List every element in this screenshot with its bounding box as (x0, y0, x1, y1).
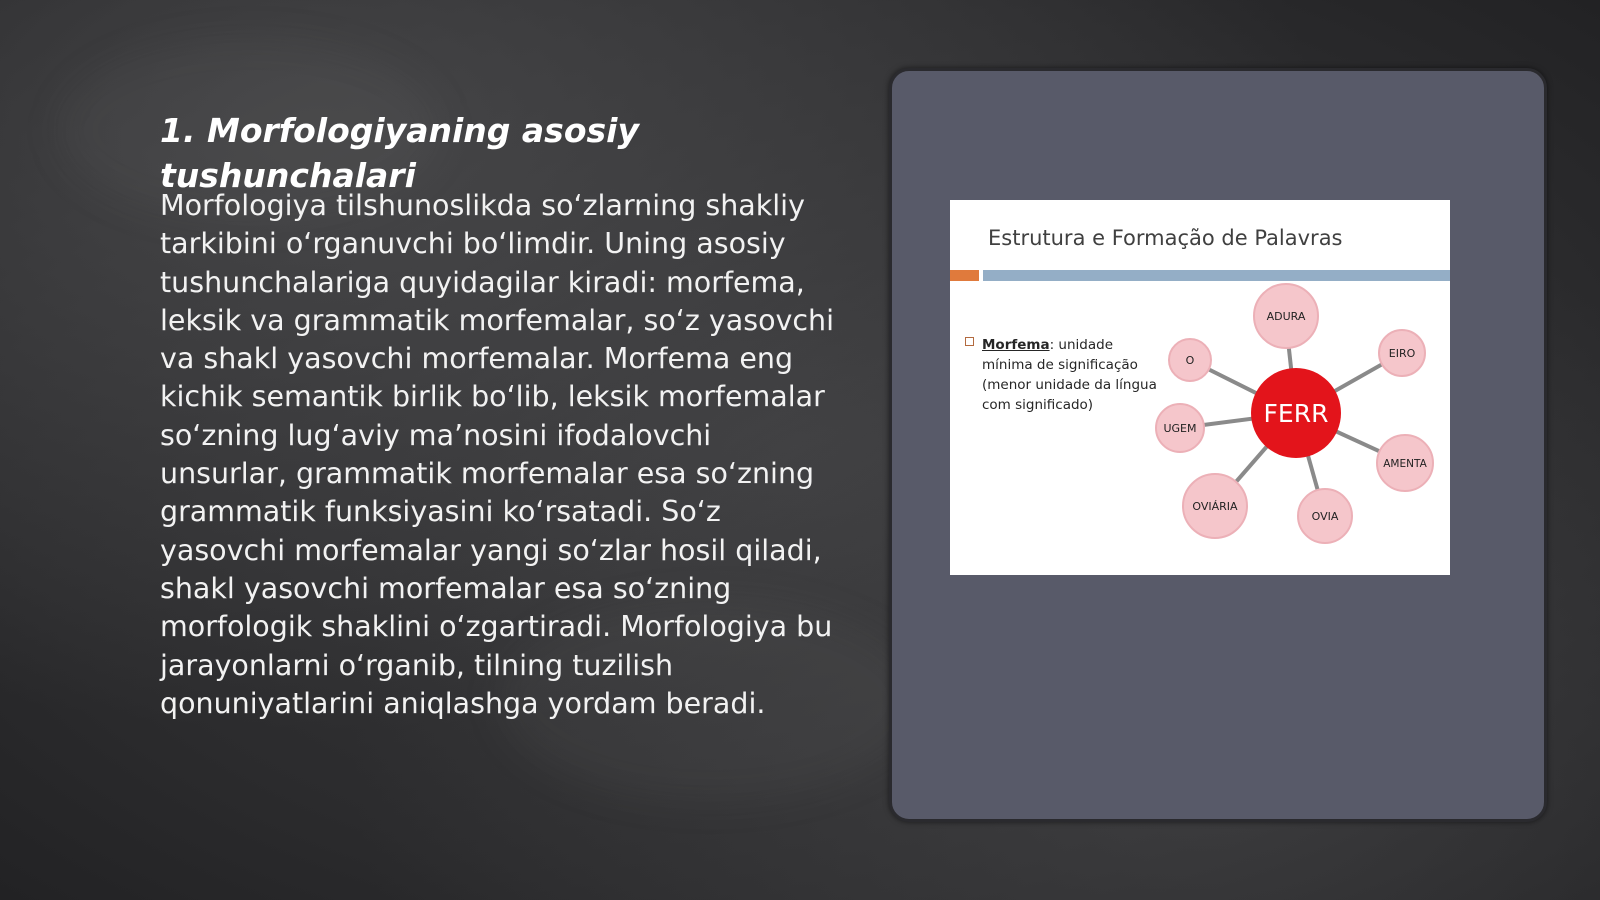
node-label: UGEM (1163, 422, 1197, 435)
definition-term: Morfema (982, 337, 1050, 353)
embedded-slide-title: Estrutura e Formação de Palavras (988, 226, 1343, 250)
satellite-node-o (1169, 339, 1211, 381)
word-formation-diagram (950, 200, 1450, 575)
satellite-node-ovia (1298, 489, 1352, 543)
satellite-node-oviaria (1183, 474, 1247, 538)
slide-title: 1. Morfologiyaning asosiy tushunchalari (160, 111, 639, 195)
node-label: AMENTA (1383, 458, 1427, 470)
center-node-label: FERR (1263, 399, 1329, 428)
definition-text: : unidade mínima de significação (menor unidade da língua com significado) (982, 337, 1157, 413)
node-label: ADURA (1266, 310, 1306, 323)
satellite-node-ugem (1156, 404, 1204, 452)
satellite-node-adura (1254, 284, 1318, 348)
satellite-node-amenta (1377, 435, 1433, 491)
node-label: OVIÁRIA (1192, 500, 1238, 513)
slide-body-text: Morfologiya tilshunoslikda so‘zlarning shakliy tarkibini o‘rganuvchi bo‘limdir. Uning asosiy tushunchalariga quyidagilar kiradi: morfema, leksik va grammatik morfemalar, so‘z yasovchi va shakl yasovchi morfemalar. Morfema eng kichik semantik birlik bo‘lib, leksik morfemalar so‘zning lug‘aviy ma’nosini ifodalovchi unsurlar, grammatik morfemalar esa so‘zning grammatik funksiyasini ko‘rsatadi. So‘z yasovchi morfemalar yangi so‘zlar hosil qiladi, shakl yasovchi morfemalar esa so‘zning morfologik shaklini o‘zgartiradi. Morfologiya bu jarayonlarni o‘rganib, tilning tuzilish qonuniyatlarini aniqlashga yordam beradi. (160, 189, 835, 720)
node-label: EIRO (1388, 347, 1416, 360)
satellite-node-eiro (1379, 330, 1425, 376)
node-label: O (1185, 354, 1195, 367)
node-label: OVIA (1311, 510, 1339, 523)
embedded-slide-image (950, 200, 1450, 575)
center-node-ferr (1251, 368, 1341, 458)
